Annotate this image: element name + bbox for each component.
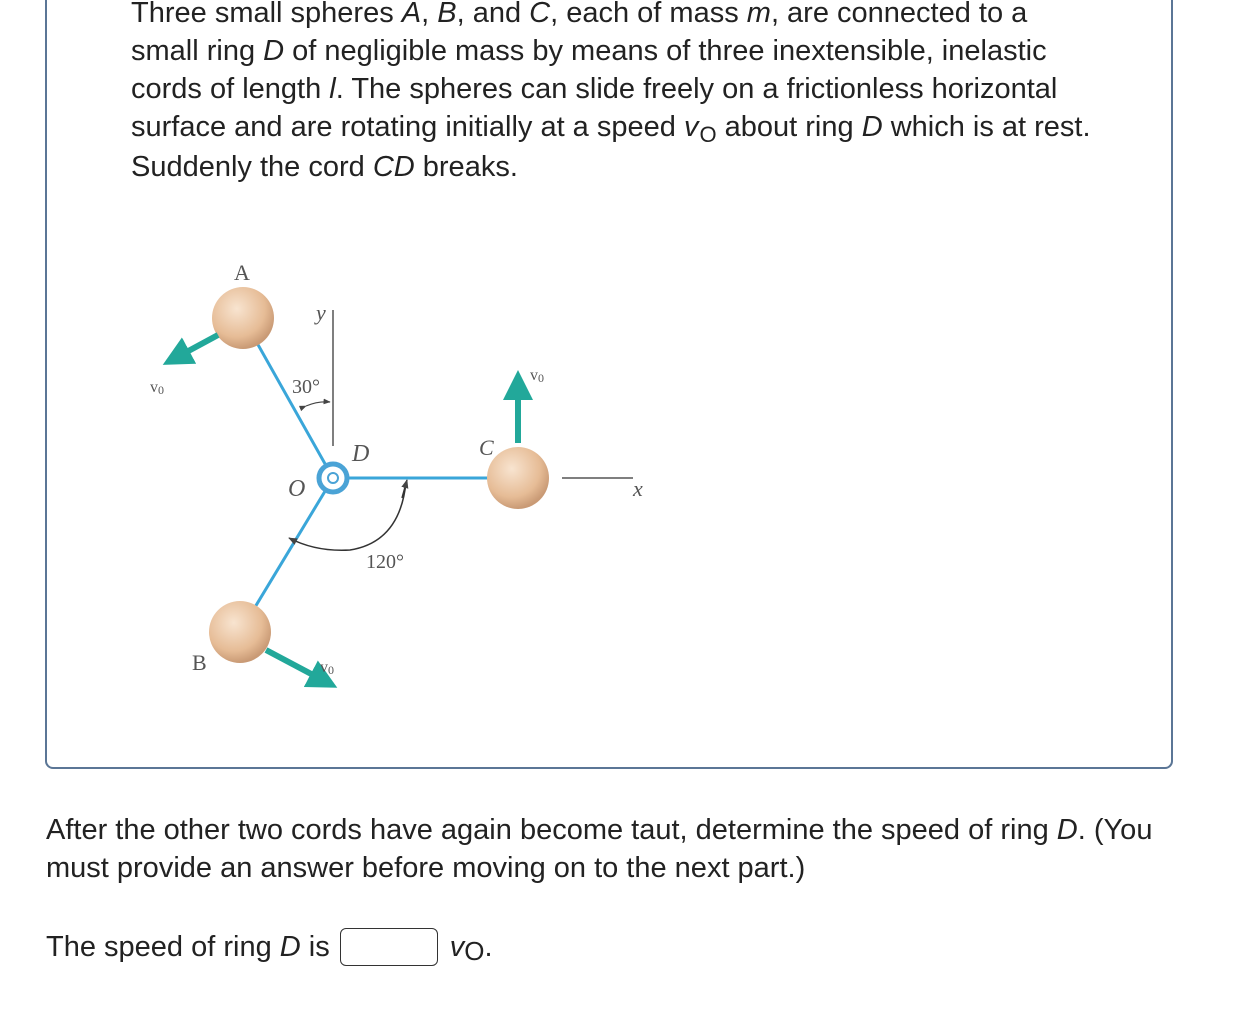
label-o: O [288, 476, 306, 502]
label-v-b: v0 [320, 659, 334, 677]
label-y: y [316, 300, 326, 325]
label-v-a: v0 [150, 379, 164, 397]
sphere-a [212, 287, 274, 349]
answer-unit: vO. [449, 930, 493, 966]
label-x: x [633, 476, 643, 501]
answer-prefix: The speed of ring D is [46, 930, 330, 963]
label-angle-30: 30° [292, 376, 320, 398]
angle-30-arc [306, 402, 330, 406]
angle-120-arc [289, 482, 406, 550]
answer-row [46, 925, 493, 969]
velocity-arrow-a [168, 335, 218, 362]
label-b: B [192, 650, 207, 675]
label-a: A [234, 260, 250, 285]
label-v-c: v0 [530, 367, 544, 385]
label-c: C [479, 435, 494, 460]
speed-answer-input[interactable] [340, 928, 438, 966]
problem-statement: Three small spheres A, B, and C, each of mass m, are connected to a small ring D of negligible mass by means of three inextensible, inelastic cords of length l. The spheres can slide freely on a frictionless horizontal surface and are rotating initially at a speed $v_O$ about ring D which is at rest. Suddenly the cord CD breaks. [131, 0, 1091, 183]
question-text: After the other two cords have again become taut, determine the speed of ring D. (You must provide an answer before moving on to the next part.) [46, 814, 1153, 884]
label-angle-120: 120° [366, 551, 404, 573]
spheres-diagram [130, 250, 690, 710]
sphere-c [487, 447, 549, 509]
sphere-b [209, 601, 271, 663]
ring-d [319, 464, 347, 492]
label-d: D [352, 441, 370, 467]
